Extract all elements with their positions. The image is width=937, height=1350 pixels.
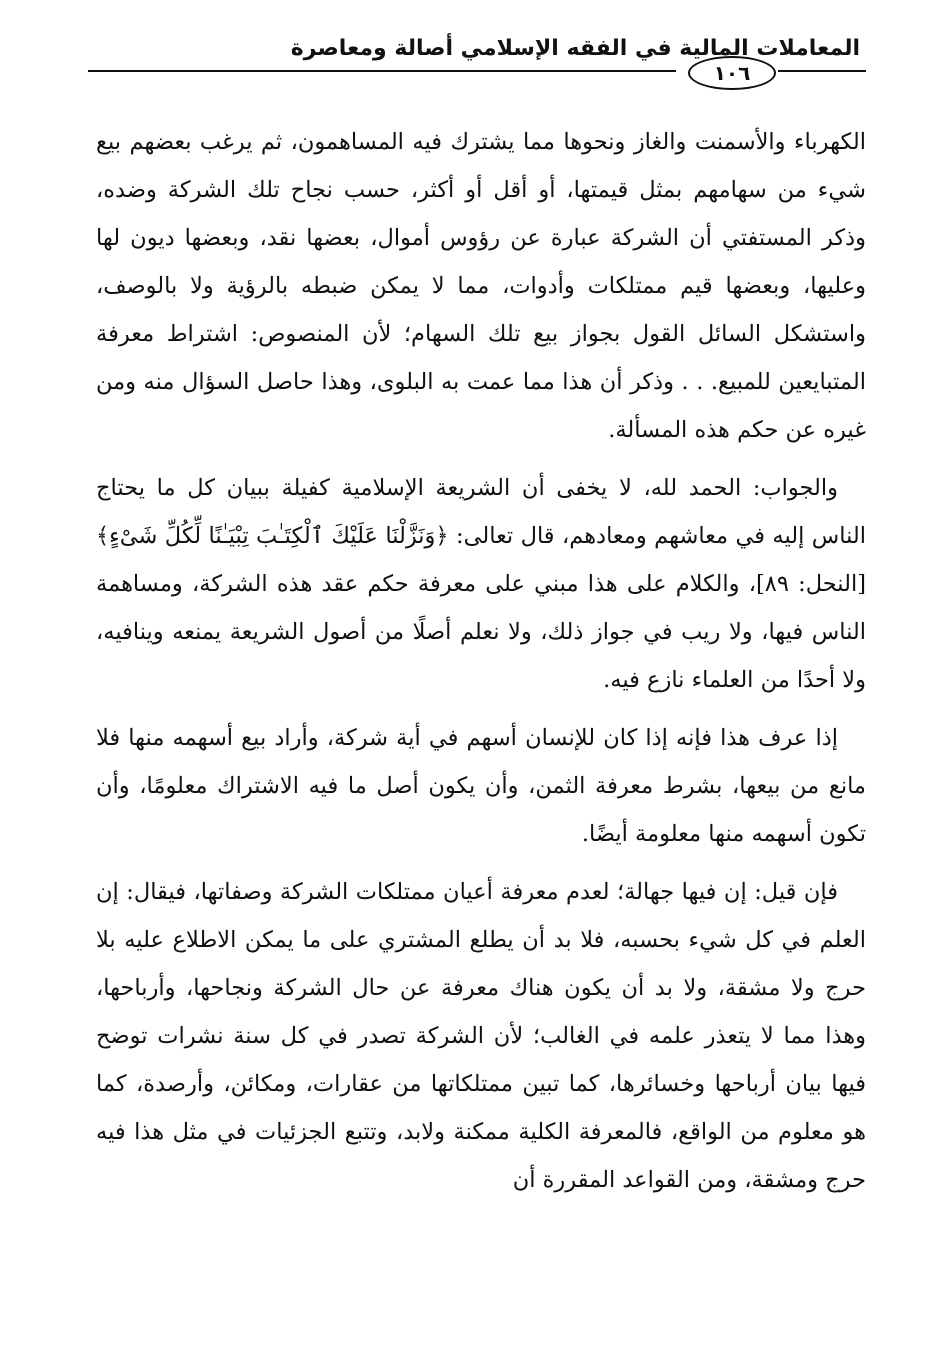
paragraph-4: فإن قيل: إن فيها جهالة؛ لعدم معرفة أعيان ممتلكات الشركة وصفاتها، فيقال: إن العلم في كل شيء بحسبه، فلا بد أن يطلع المشتري على ما يمكن الاطلاع عليه بلا حرج ولا مشقة، ولا بد أن يكون هناك معرفة عن حال الشركة ونجاحها، وأرباحها، وهذا مما لا يتعذر علمه في الغالب؛ لأن الشركة تصدر في كل سنة نشرات توضح فيها بيان أرباحها وخسائرها، كما تبين ممتلكاتها من عقارات، ومكائن، وأرصدة، كما هو معلوم من الواقع، فالمعرفة الكلية ممكنة ولابد، وتتبع الجزئيات في مثل هذا فيه حرج ومشقة، ومن القواعد المقررة أن <box>96 879 866 1193</box>
paragraph-2: والجواب: الحمد لله، لا يخفى أن الشريعة الإسلامية كفيلة ببيان كل ما يحتاج الناس إليه في معاشهم ومعادهم، قال تعالى: ﴿وَنَزَّلْنَا عَلَيْكَ ٱلْكِتَـٰبَ تِبْيَـٰنًا لِّكُلِّ شَىْءٍ﴾ [النحل: ٨٩]، والكلام على هذا مبني على معرفة حكم عقد هذه الشركة، ومساهمة الناس فيها، ولا ريب في جواز ذلك، ولا نعلم أصلًا من أصول الشريعة يمنعه وينافيه، ولا أحدًا من العلماء نازع فيه. <box>96 475 866 693</box>
header-rule-left <box>88 70 676 72</box>
page-body <box>96 118 866 1204</box>
page-number: ١٠٦ <box>688 56 776 90</box>
running-title: المعاملات المالية في الفقه الإسلامي أصالة ومعاصرة <box>290 36 860 61</box>
paragraph-3: إذا عرف هذا فإنه إذا كان للإنسان أسهم في أية شركة، وأراد بيع أسهمه منها فلا مانع من بيعها، بشرط معرفة الثمن، وأن يكون أصل ما فيه الاشتراك معلومًا، وأن تكون أسهمه منها معلومة أيضًا. <box>96 725 866 847</box>
header-rule-right <box>778 70 866 72</box>
paragraph-1: الكهرباء والأسمنت والغاز ونحوها مما يشترك فيه المساهمون، ثم يرغب بعضهم بيع شيء من سهامهم بمثل قيمتها، أو أقل أو أكثر، حسب نجاح تلك الشركة وضده، وذكر المستفتي أن الشركة عبارة عن رؤوس أموال، بعضها نقد، وبعضها ديون لها وعليها، وبعضها قيم ممتلكات وأدوات، مما لا يمكن ضبطه بالرؤية ولا بالوصف، واستشكل السائل القول بجواز بيع تلك السهام؛ لأن المنصوص: اشتراط معرفة المتبايعين للمبيع. . . وذكر أن هذا مما عمت به البلوى، وهذا حاصل السؤال منه ومن غيره عن حكم هذه المسألة. <box>96 129 866 443</box>
page-header <box>88 30 866 94</box>
